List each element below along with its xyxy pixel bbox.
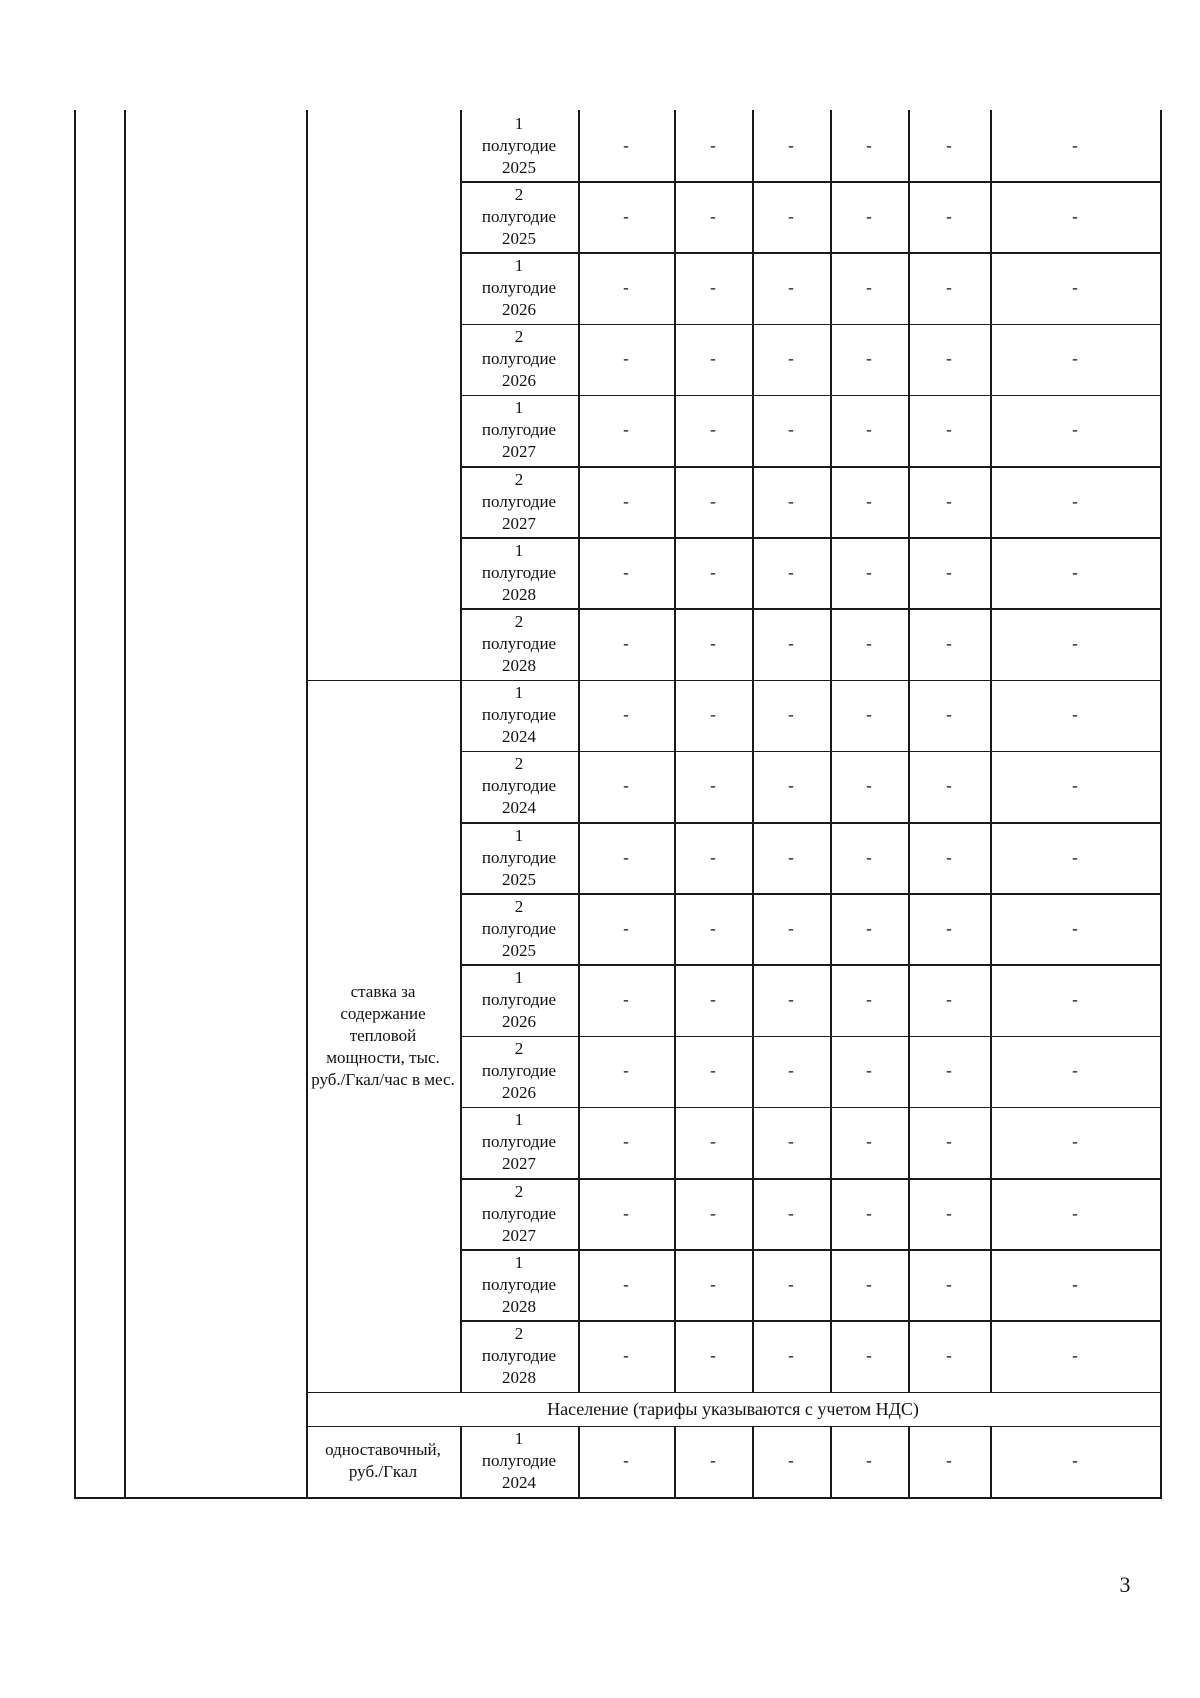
period-cell [460, 1320, 578, 1391]
value-cell: - [623, 1345, 629, 1365]
period-cell [460, 1107, 578, 1178]
value-cell: - [710, 1203, 716, 1223]
period-num: 1 [514, 1429, 524, 1449]
value-cell: - [710, 420, 716, 440]
value-cell: - [788, 1132, 794, 1152]
value-cell: - [1072, 1132, 1078, 1152]
value-cell: - [623, 206, 629, 226]
value-cell: - [946, 989, 952, 1009]
period-num: 1 [514, 967, 524, 987]
period-word: полугодие [481, 420, 557, 440]
value-cell: - [623, 1203, 629, 1223]
value-cell: - [946, 705, 952, 725]
value-cell: - [623, 776, 629, 796]
value-cell: - [623, 420, 629, 440]
period-cell [460, 466, 578, 537]
value-cell: - [788, 1345, 794, 1365]
value-cell: - [623, 1132, 629, 1152]
value-cell: - [788, 491, 794, 511]
value-cell: - [710, 776, 716, 796]
period-year: 2027 [502, 1154, 536, 1174]
period-cell [460, 395, 578, 466]
value-cell: - [866, 847, 872, 867]
value-cell: - [946, 420, 952, 440]
value-cell: - [946, 135, 952, 155]
value-cell: - [946, 562, 952, 582]
value-cell: - [623, 277, 629, 297]
period-cell [460, 1426, 578, 1497]
value-cell: - [866, 349, 872, 369]
period-year: 2025 [502, 940, 536, 960]
value-cell: - [1072, 491, 1078, 511]
period-word: полугодие [481, 1061, 557, 1081]
value-cell: - [788, 562, 794, 582]
value-cell: - [623, 562, 629, 582]
value-cell: - [623, 1061, 629, 1081]
value-cell: - [1072, 1203, 1078, 1223]
period-year: 2028 [502, 655, 536, 675]
value-cell: - [710, 1345, 716, 1365]
value-cell: - [710, 206, 716, 226]
value-cell: - [1072, 1274, 1078, 1294]
period-word: полугодие [481, 491, 557, 511]
value-cell: - [788, 206, 794, 226]
period-year: 2028 [502, 1367, 536, 1387]
value-cell: - [788, 705, 794, 725]
value-cell: - [710, 562, 716, 582]
value-cell: - [866, 1203, 872, 1223]
period-word: полугодие [481, 135, 557, 155]
period-cell [460, 893, 578, 964]
period-year: 2026 [502, 1083, 536, 1103]
value-cell: - [866, 277, 872, 297]
value-cell: - [710, 1132, 716, 1152]
value-cell: - [866, 135, 872, 155]
page-number: 3 [1119, 1572, 1131, 1597]
period-num: 2 [514, 1181, 524, 1201]
value-cell: - [623, 705, 629, 725]
period-num: 2 [514, 184, 524, 204]
period-year: 2024 [502, 727, 536, 747]
value-cell: - [710, 847, 716, 867]
period-cell [460, 1249, 578, 1320]
value-cell: - [788, 1061, 794, 1081]
tariff-type-label: ставка за содержание тепловой мощности, тыс. руб./Гкал/час в мес. [311, 981, 455, 1089]
period-year: 2026 [502, 371, 536, 391]
period-year: 2025 [502, 869, 536, 889]
period-word: полугодие [481, 206, 557, 226]
value-cell: - [1072, 1451, 1078, 1471]
value-cell: - [710, 633, 716, 653]
period-num: 2 [514, 327, 524, 347]
value-cell: - [946, 1061, 952, 1081]
tariff-type-label: одноставочный, руб./Гкал [325, 1440, 441, 1482]
value-cell: - [1072, 847, 1078, 867]
table-border-bottom [74, 1497, 1162, 1499]
period-word: полугодие [481, 1451, 557, 1471]
value-cell: - [788, 918, 794, 938]
period-year: 2025 [502, 157, 536, 177]
period-word: полугодие [481, 277, 557, 297]
section-banner: Население (тарифы указываются с учетом НДС) [547, 1398, 919, 1419]
value-cell: - [866, 705, 872, 725]
value-cell: - [710, 989, 716, 1009]
period-num: 2 [514, 611, 524, 631]
period-num: 1 [514, 683, 524, 703]
value-cell: - [1072, 277, 1078, 297]
period-num: 1 [514, 1252, 524, 1272]
period-word: полугодие [481, 776, 557, 796]
value-cell: - [788, 776, 794, 796]
period-cell [460, 822, 578, 893]
period-cell [460, 1178, 578, 1249]
value-cell: - [866, 1451, 872, 1471]
period-cell [460, 181, 578, 252]
value-cell: - [946, 1203, 952, 1223]
period-cell [460, 110, 578, 181]
value-cell: - [623, 633, 629, 653]
value-cell: - [710, 1061, 716, 1081]
value-cell: - [623, 1451, 629, 1471]
value-cell: - [623, 1274, 629, 1294]
value-cell: - [866, 1061, 872, 1081]
value-cell: - [866, 1132, 872, 1152]
period-num: 2 [514, 896, 524, 916]
period-cell [460, 964, 578, 1035]
period-word: полугодие [481, 1274, 557, 1294]
value-cell: - [788, 1274, 794, 1294]
table-border-left [74, 110, 76, 1497]
value-cell: - [1072, 420, 1078, 440]
period-word: полугодие [481, 562, 557, 582]
value-cell: - [710, 918, 716, 938]
period-num: 1 [514, 540, 524, 560]
value-cell: - [1072, 776, 1078, 796]
period-word: полугодие [481, 918, 557, 938]
value-cell: - [788, 1451, 794, 1471]
value-cell: - [1072, 989, 1078, 1009]
period-word: полугодие [481, 847, 557, 867]
value-cell: - [946, 918, 952, 938]
value-cell: - [946, 633, 952, 653]
value-cell: - [866, 633, 872, 653]
value-cell: - [1072, 633, 1078, 653]
value-cell: - [710, 705, 716, 725]
value-cell: - [710, 1451, 716, 1471]
period-year: 2027 [502, 442, 536, 462]
value-cell: - [1072, 1345, 1078, 1365]
period-word: полугодие [481, 1203, 557, 1223]
value-cell: - [788, 277, 794, 297]
period-year: 2024 [502, 798, 536, 818]
period-word: полугодие [481, 349, 557, 369]
value-cell: - [788, 420, 794, 440]
value-cell: - [1072, 562, 1078, 582]
value-cell: - [946, 491, 952, 511]
period-cell [460, 1036, 578, 1107]
period-num: 1 [514, 113, 524, 133]
value-cell: - [946, 206, 952, 226]
value-cell: - [788, 349, 794, 369]
value-cell: - [946, 1345, 952, 1365]
value-cell: - [788, 633, 794, 653]
period-year: 2028 [502, 1296, 536, 1316]
value-cell: - [946, 1274, 952, 1294]
period-word: полугодие [481, 1132, 557, 1152]
period-word: полугодие [481, 989, 557, 1009]
value-cell: - [866, 420, 872, 440]
value-cell: - [946, 349, 952, 369]
value-cell: - [866, 1274, 872, 1294]
value-cell: - [788, 1203, 794, 1223]
value-cell: - [623, 491, 629, 511]
table-column-line [124, 110, 126, 1497]
value-cell: - [866, 1345, 872, 1365]
period-num: 1 [514, 1110, 524, 1130]
period-year: 2026 [502, 1011, 536, 1031]
value-cell: - [623, 989, 629, 1009]
period-year: 2028 [502, 584, 536, 604]
value-cell: - [623, 918, 629, 938]
value-cell: - [866, 918, 872, 938]
period-year: 2026 [502, 299, 536, 319]
value-cell: - [866, 206, 872, 226]
value-cell: - [1072, 349, 1078, 369]
value-cell: - [866, 776, 872, 796]
value-cell: - [710, 135, 716, 155]
period-num: 1 [514, 825, 524, 845]
value-cell: - [710, 277, 716, 297]
period-cell [460, 680, 578, 751]
period-num: 2 [514, 469, 524, 489]
value-cell: - [866, 989, 872, 1009]
period-num: 1 [514, 398, 524, 418]
period-cell [460, 751, 578, 822]
value-cell: - [946, 776, 952, 796]
value-cell: - [623, 135, 629, 155]
period-word: полугодие [481, 705, 557, 725]
value-cell: - [1072, 918, 1078, 938]
value-cell: - [788, 989, 794, 1009]
value-cell: - [710, 1274, 716, 1294]
value-cell: - [1072, 705, 1078, 725]
period-num: 2 [514, 1039, 524, 1059]
value-cell: - [866, 562, 872, 582]
value-cell: - [623, 847, 629, 867]
period-cell [460, 252, 578, 323]
period-cell [460, 324, 578, 395]
value-cell: - [788, 135, 794, 155]
period-word: полугодие [481, 633, 557, 653]
period-num: 2 [514, 1323, 524, 1343]
period-word: полугодие [481, 1345, 557, 1365]
period-num: 1 [514, 255, 524, 275]
period-year: 2027 [502, 513, 536, 533]
value-cell: - [710, 349, 716, 369]
period-num: 2 [514, 754, 524, 774]
value-cell: - [623, 349, 629, 369]
period-year: 2024 [502, 1473, 536, 1493]
value-cell: - [710, 491, 716, 511]
value-cell: - [788, 847, 794, 867]
value-cell: - [1072, 135, 1078, 155]
value-cell: - [946, 1132, 952, 1152]
period-cell [460, 537, 578, 608]
period-year: 2027 [502, 1225, 536, 1245]
period-year: 2025 [502, 228, 536, 248]
period-cell [460, 608, 578, 679]
value-cell: - [946, 277, 952, 297]
value-cell: - [1072, 206, 1078, 226]
value-cell: - [946, 1451, 952, 1471]
value-cell: - [1072, 1061, 1078, 1081]
table-border-right [1160, 110, 1162, 1497]
value-cell: - [946, 847, 952, 867]
value-cell: - [866, 491, 872, 511]
